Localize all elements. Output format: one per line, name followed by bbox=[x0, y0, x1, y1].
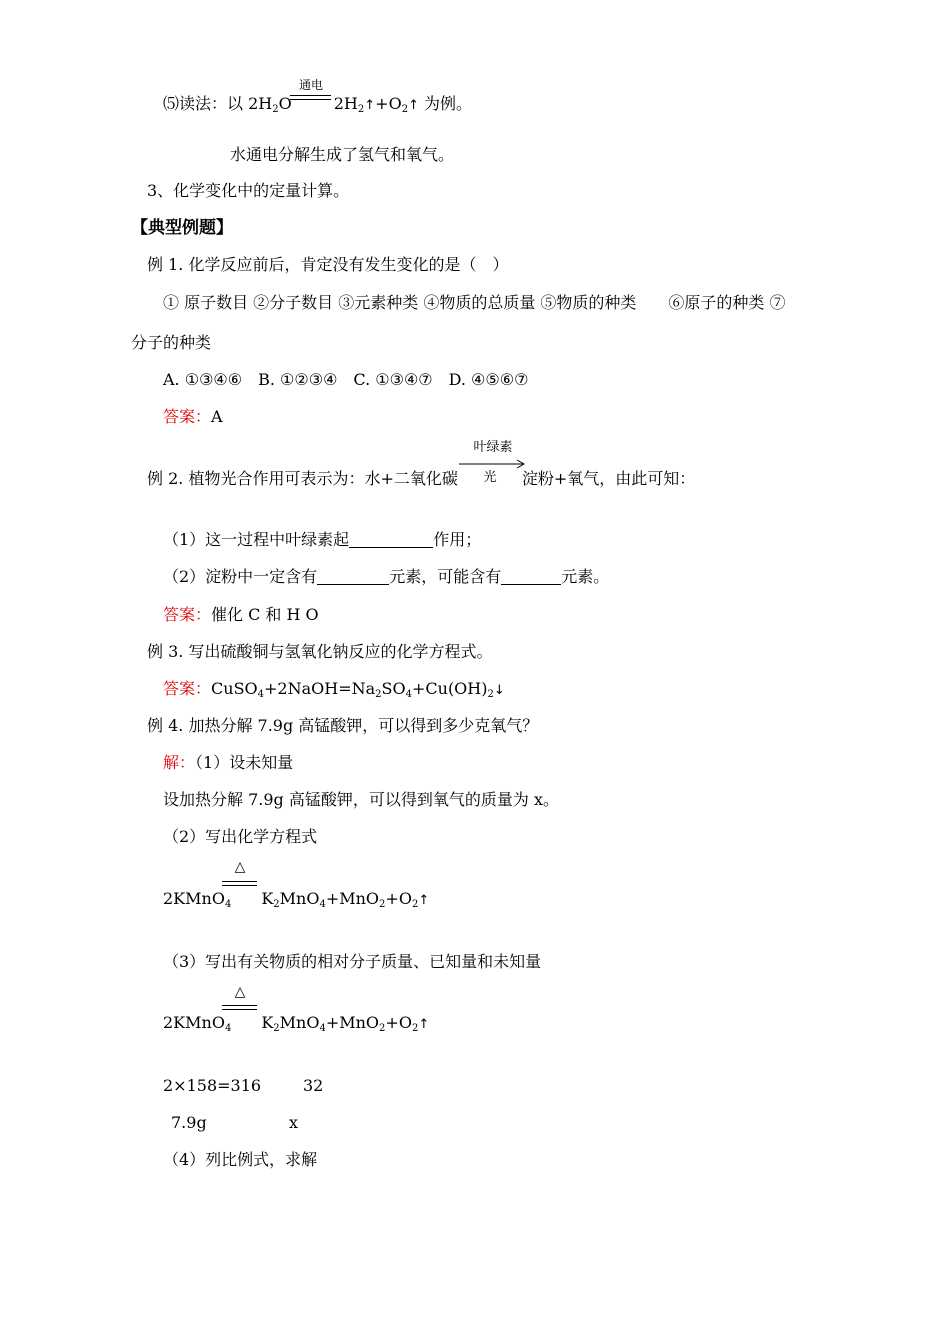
light-condition: 光 bbox=[483, 470, 497, 485]
section5-label: ⑸读法：以 bbox=[163, 94, 249, 113]
eq-part: 2KMnO bbox=[163, 889, 225, 908]
product2-text: +O bbox=[375, 94, 402, 113]
reading-sentence: 水通电分解生成了氢气和氧气。 bbox=[230, 145, 455, 164]
answer-label: 答案： bbox=[163, 407, 212, 426]
example2-post: 淀粉+氧气，由此可知： bbox=[521, 469, 696, 488]
eq-part: K bbox=[261, 889, 274, 908]
eq-sub: 4 bbox=[224, 1023, 232, 1034]
q2-text: （2）淀粉中一定含有 bbox=[163, 567, 318, 586]
product1-text: 2H bbox=[333, 94, 358, 113]
reactant-tail: O bbox=[278, 94, 292, 113]
product1-sub: 2 bbox=[357, 104, 365, 115]
product2-sub: 2 bbox=[401, 104, 409, 115]
q1-text: （1）这一过程中叶绿素起 bbox=[163, 530, 350, 549]
eq-sub: 2 bbox=[487, 689, 494, 700]
heating-condition-icon: △ bbox=[234, 859, 246, 875]
precipitate-arrow-down-icon: ↓ bbox=[493, 683, 505, 698]
decomposition-equation bbox=[163, 889, 429, 911]
solution-label: 解： bbox=[163, 753, 196, 772]
example2-question bbox=[147, 469, 695, 489]
answer-label: 答案： bbox=[163, 605, 212, 624]
example2-answer bbox=[163, 605, 319, 625]
equation-equals-sign bbox=[290, 95, 331, 100]
eq-part: +MnO bbox=[325, 889, 380, 908]
example2-q1 bbox=[163, 530, 481, 550]
known-quantity: 7.9g bbox=[171, 1113, 207, 1132]
eq-part: +2NaOH=Na bbox=[264, 679, 376, 698]
example3-answer bbox=[163, 679, 505, 701]
example3-question: 例 3. 写出硫酸铜与氢氧化钠反应的化学方程式。 bbox=[147, 642, 493, 661]
eq-part: SO bbox=[381, 679, 406, 698]
eq-sub: 2 bbox=[273, 899, 280, 910]
reaction-arrow-icon bbox=[459, 459, 529, 469]
eq-part: MnO bbox=[279, 1013, 320, 1032]
example1-options-line1: ① 原子数目 ②分子数目 ③元素种类 ④物质的总质量 ⑤物质的种类 ⑥原子的种类 ⑦ bbox=[163, 293, 786, 312]
example4-question: 例 4. 加热分解 7.9g 高锰酸钾，可以得到多少克氧气？ bbox=[147, 716, 539, 735]
reactant-sub: 2 bbox=[272, 104, 279, 115]
q2-tail: 元素。 bbox=[561, 567, 610, 586]
eq-part: K bbox=[261, 1013, 274, 1032]
eq-sub: 2 bbox=[411, 1023, 419, 1034]
eq-sub: 2 bbox=[273, 1023, 280, 1034]
answer-label: 答案： bbox=[163, 679, 212, 698]
electrolysis-condition: 通电 bbox=[298, 78, 323, 92]
example1-choices: A. ①③④⑥ B. ①②③④ C. ①③④⑦ D. ④⑤⑥⑦ bbox=[163, 370, 529, 389]
eq-part: 2KMnO bbox=[163, 1013, 225, 1032]
solution-step3: （3）写出有关物质的相对分子质量、已知量和未知量 bbox=[163, 952, 542, 971]
eq-sub: 2 bbox=[379, 899, 386, 910]
eq-part: +O bbox=[385, 1013, 412, 1032]
equation-equals-sign bbox=[222, 881, 257, 886]
decomposition-equation bbox=[163, 1013, 429, 1035]
molar-mass-o2: 32 bbox=[303, 1076, 324, 1095]
solution-step1 bbox=[163, 753, 293, 773]
q2-mid: 元素，可能含有 bbox=[389, 567, 502, 586]
eq-sub: 2 bbox=[379, 1023, 386, 1034]
example2-pre: 例 2. 植物光合作用可表示为：水+二氧化碳 bbox=[147, 469, 458, 488]
solution-step2: （2）写出化学方程式 bbox=[163, 827, 318, 846]
unknown-quantity: x bbox=[289, 1113, 299, 1132]
heating-condition-icon: △ bbox=[234, 984, 246, 1000]
eq-sub: 4 bbox=[224, 899, 232, 910]
product-o2 bbox=[375, 94, 408, 113]
equation-equals-sign bbox=[222, 1005, 257, 1010]
eq-part: +Cu(OH) bbox=[411, 679, 488, 698]
gas-arrow-up-icon: ↑ bbox=[418, 1017, 430, 1032]
example1-answer bbox=[163, 407, 223, 427]
eq-sub: 4 bbox=[405, 689, 412, 700]
q2-blank1[interactable] bbox=[317, 568, 389, 585]
gas-arrow-up-icon: ↑ bbox=[364, 98, 376, 113]
eq-sub: 4 bbox=[319, 1023, 326, 1034]
eq-sub: 2 bbox=[411, 899, 419, 910]
eq-sub: 4 bbox=[319, 899, 326, 910]
eq-part: MnO bbox=[279, 889, 320, 908]
solution-step1-detail: 设加热分解 7.9g 高锰酸钾，可以得到氧气的质量为 x。 bbox=[163, 790, 559, 809]
item3-text: 3、化学变化中的定量计算。 bbox=[147, 181, 350, 200]
step1-text: （1）设未知量 bbox=[195, 753, 294, 772]
q2-blank2[interactable] bbox=[501, 568, 561, 585]
example2-q2 bbox=[163, 567, 609, 587]
reactant-h2o bbox=[248, 94, 292, 113]
molar-mass-kmno4: 2×158=316 bbox=[163, 1076, 262, 1095]
product-h2 bbox=[334, 94, 365, 113]
answer-value: A bbox=[211, 407, 223, 426]
reactant-text: 2H bbox=[248, 94, 273, 113]
gas-arrow-up-icon: ↑ bbox=[408, 98, 419, 113]
section5-tail: 为例。 bbox=[418, 94, 473, 113]
eq-sub: 2 bbox=[375, 689, 382, 700]
example1-options-line2: 分子的种类 bbox=[131, 333, 212, 352]
eq-part: CuSO bbox=[211, 679, 258, 698]
answer-value: 催化 C 和 H O bbox=[211, 605, 319, 624]
eq-sub: 4 bbox=[257, 689, 265, 700]
example1-question: 例 1. 化学反应前后，肯定没有发生变化的是（ ） bbox=[147, 255, 509, 274]
eq-part: +O bbox=[385, 889, 412, 908]
gas-arrow-up-icon: ↑ bbox=[418, 893, 430, 908]
solution-step4: （4）列比例式，求解 bbox=[163, 1150, 318, 1169]
q1-blank[interactable] bbox=[349, 531, 433, 548]
eq-part: +MnO bbox=[325, 1013, 380, 1032]
chlorophyll-condition: 叶绿素 bbox=[473, 440, 513, 455]
q1-tail: 作用； bbox=[433, 530, 482, 549]
section-heading: 【典型例题】 bbox=[131, 218, 233, 238]
